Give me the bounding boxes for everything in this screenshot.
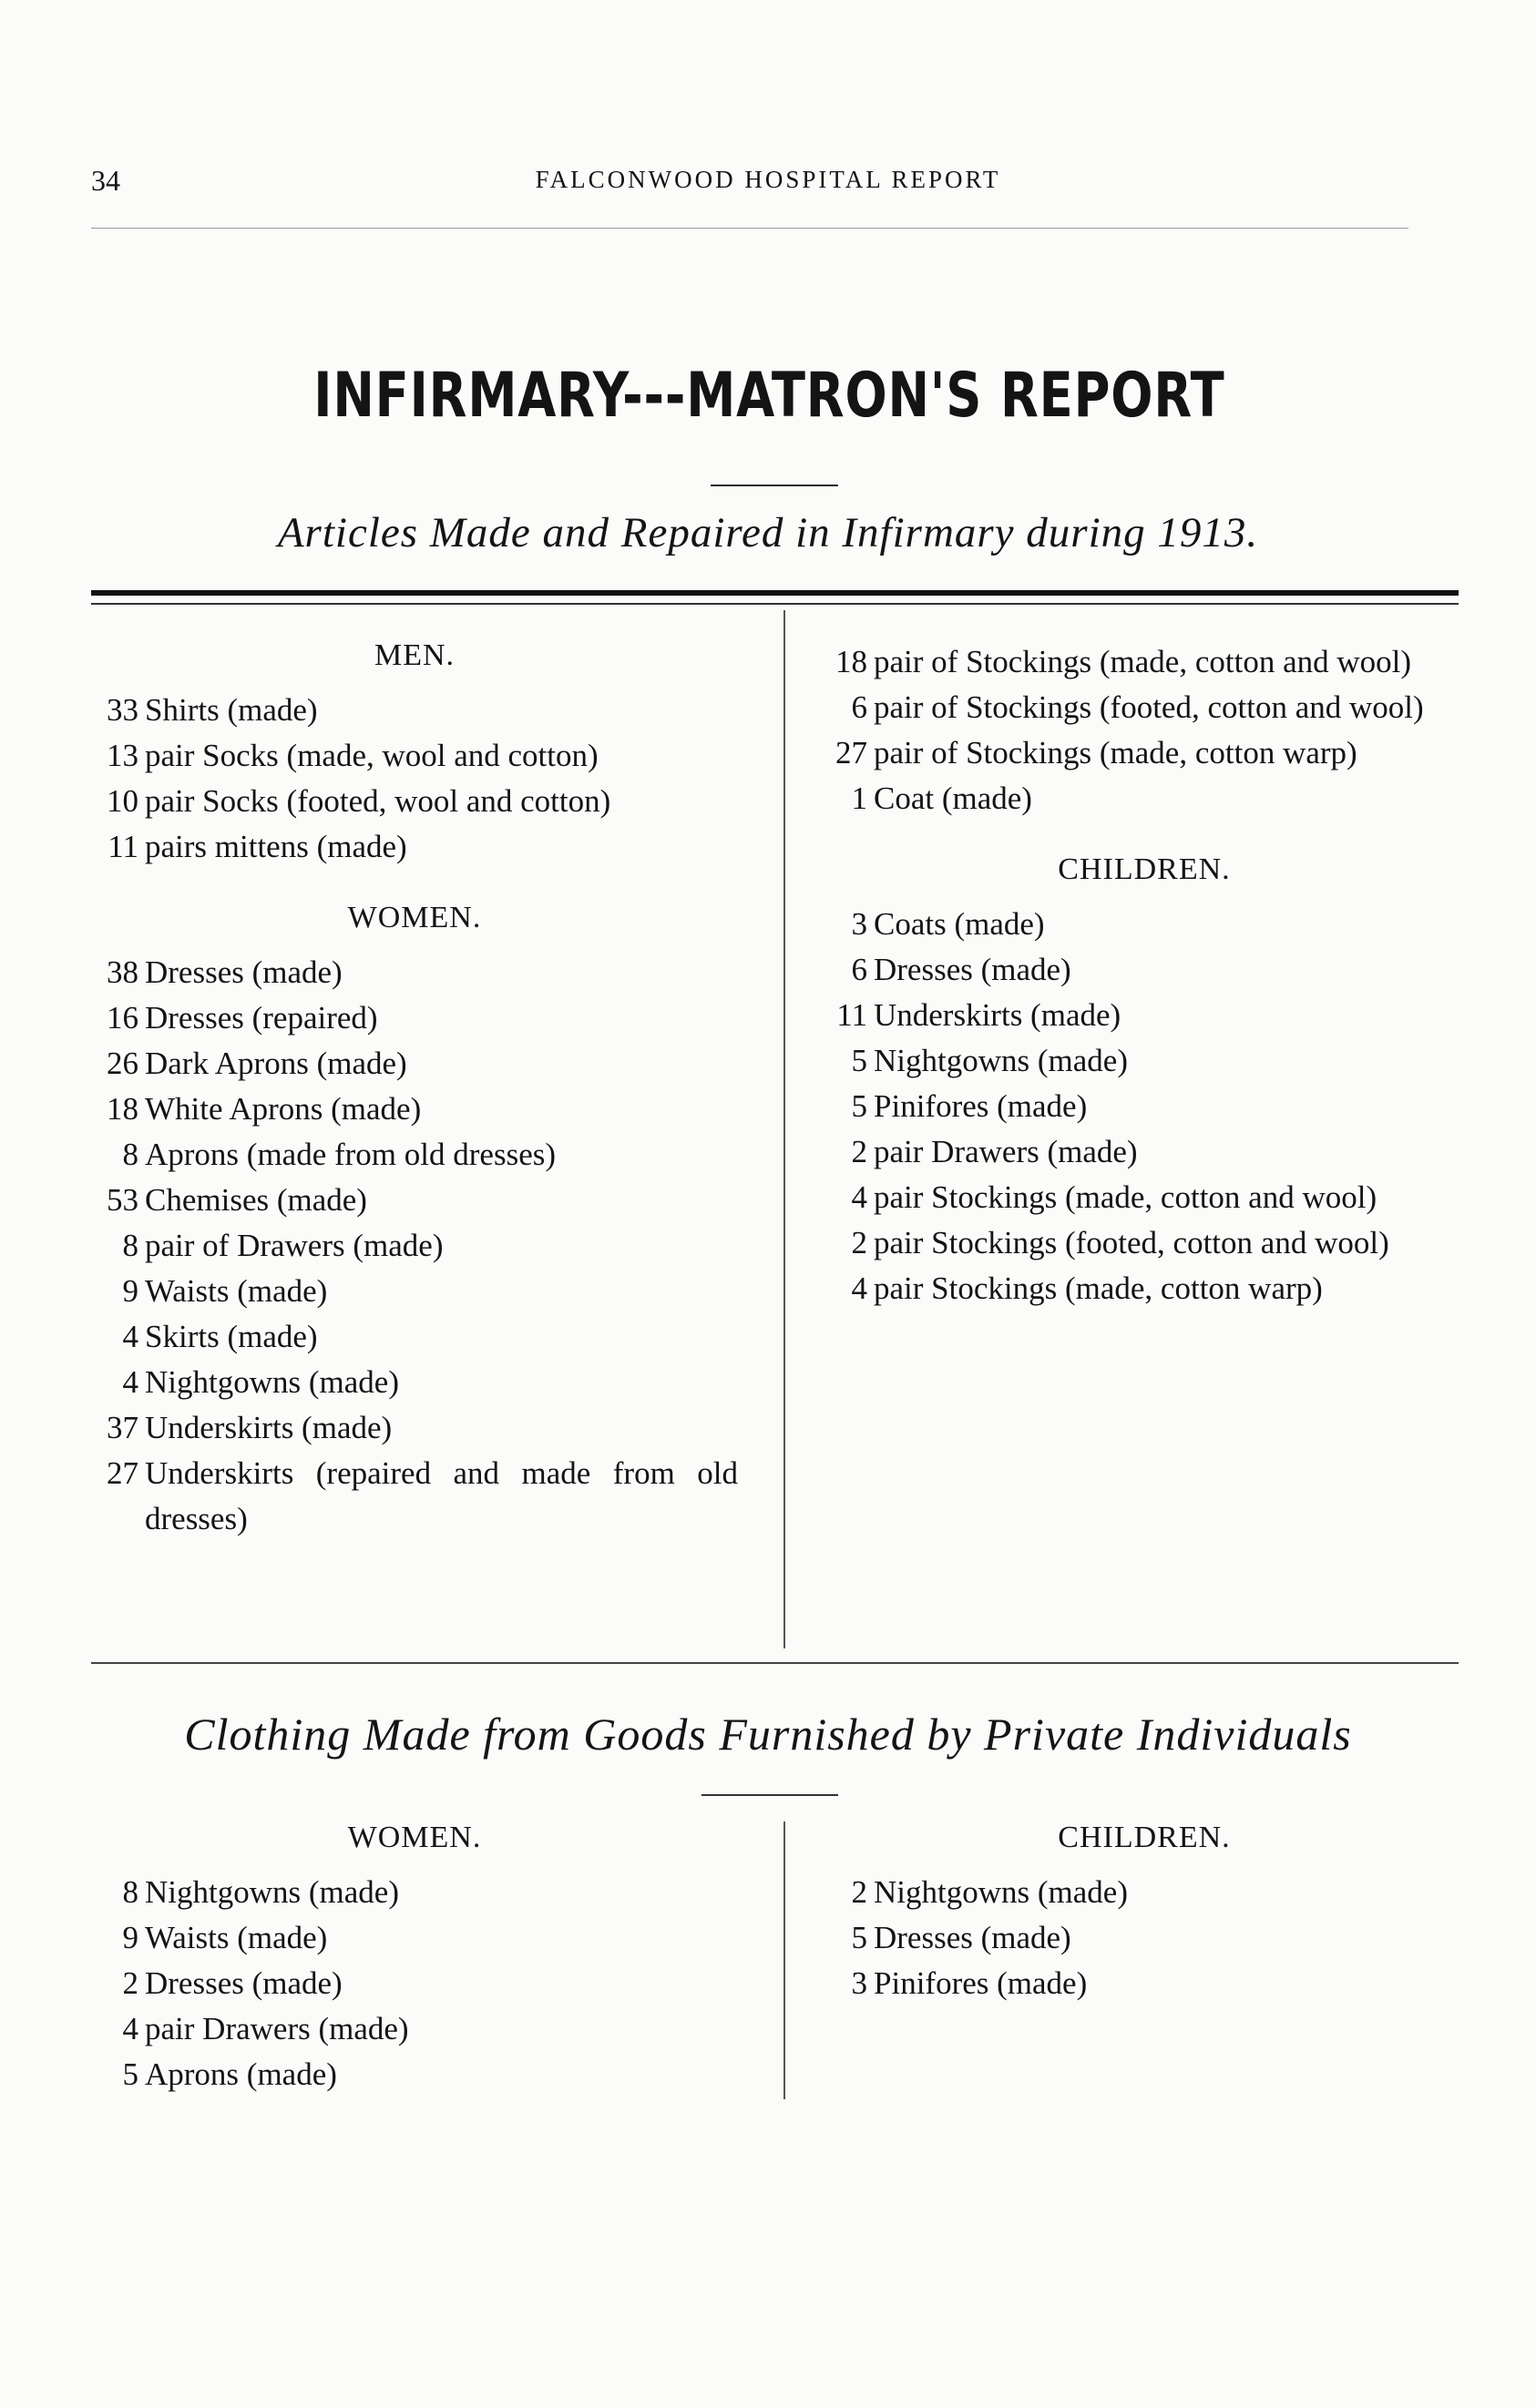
item-qty: 10 xyxy=(107,783,138,819)
list-item xyxy=(91,824,738,870)
item-qty: 4 xyxy=(122,1319,138,1354)
item-text: Waists (made) xyxy=(145,1273,328,1309)
title-rule xyxy=(711,485,838,486)
item-text: pair of Stockings (footed, cotton and wool) xyxy=(874,689,1424,725)
item-text: pair Stockings (made, cotton warp) xyxy=(874,1270,1323,1306)
list-item xyxy=(91,2052,738,2097)
item-qty: 2 xyxy=(851,1134,867,1169)
list-item xyxy=(820,947,1469,993)
item-qty: 8 xyxy=(122,1228,138,1263)
list-item xyxy=(820,776,1469,821)
item-qty: 26 xyxy=(107,1046,138,1081)
item-qty: 33 xyxy=(107,692,138,728)
item-text: pairs mittens (made) xyxy=(145,829,407,864)
list-item xyxy=(820,1915,1469,1961)
list-item xyxy=(91,995,738,1041)
list-item xyxy=(91,1314,738,1360)
list-item xyxy=(820,685,1469,730)
item-qty: 2 xyxy=(851,1225,867,1260)
item-qty: 1 xyxy=(851,781,867,816)
section1-left-column xyxy=(91,633,738,1542)
item-text: pair Socks (made, wool and cotton) xyxy=(145,738,599,773)
item-text: Dresses (made) xyxy=(145,1965,343,2001)
item-text: Dresses (made) xyxy=(874,1920,1071,1955)
item-text: Shirts (made) xyxy=(145,692,318,728)
item-text: Nightgowns (made) xyxy=(874,1043,1128,1078)
item-qty: 16 xyxy=(107,1000,138,1036)
list-item xyxy=(91,1087,738,1132)
item-text: pair of Stockings (made, cotton and wool) xyxy=(874,644,1412,679)
item-qty: 2 xyxy=(122,1965,138,2001)
item-text: Dresses (made) xyxy=(145,954,343,990)
list-item xyxy=(91,1870,738,1915)
list-item xyxy=(820,902,1469,947)
item-text: Nightgowns (made) xyxy=(874,1874,1128,1910)
item-qty: 4 xyxy=(851,1270,867,1306)
item-text: Waists (made) xyxy=(145,1920,328,1955)
item-text: Coats (made) xyxy=(874,906,1045,942)
list-item xyxy=(820,1266,1469,1311)
item-qty: 5 xyxy=(851,1920,867,1955)
item-text: Nightgowns (made) xyxy=(145,1364,399,1400)
list-item xyxy=(91,950,738,995)
column-divider xyxy=(783,610,785,1648)
item-qty: 9 xyxy=(122,1920,138,1955)
list-item xyxy=(91,1405,738,1451)
section-thin-rule xyxy=(91,603,1459,605)
item-qty: 27 xyxy=(835,735,867,770)
list-item xyxy=(820,993,1469,1038)
item-text: White Aprons (made) xyxy=(145,1091,422,1127)
section2-subtitle: Clothing Made from Goods Furnished by Private Individuals xyxy=(184,1709,1352,1760)
header-rule xyxy=(91,228,1408,229)
page-title: INFIRMARY---MATRON'S REPORT xyxy=(313,360,1225,432)
list-item xyxy=(91,1041,738,1087)
item-text: Chemises (made) xyxy=(145,1182,367,1218)
list-item xyxy=(820,730,1469,776)
item-text: Underskirts (made) xyxy=(145,1410,393,1445)
item-qty: 9 xyxy=(122,1273,138,1309)
item-qty: 11 xyxy=(836,997,867,1033)
item-qty: 6 xyxy=(851,689,867,725)
item-qty: 8 xyxy=(122,1874,138,1910)
running-head xyxy=(91,164,1445,200)
column-divider xyxy=(783,1821,785,2099)
item-qty: 18 xyxy=(107,1091,138,1127)
item-text: Pinifores (made) xyxy=(874,1088,1088,1124)
item-text: Aprons (made) xyxy=(145,2056,337,2092)
list-item xyxy=(820,1220,1469,1266)
list-item xyxy=(820,639,1469,685)
item-qty: 38 xyxy=(107,954,138,990)
list-item xyxy=(91,1269,738,1314)
item-qty: 5 xyxy=(851,1043,867,1078)
list-item xyxy=(820,1084,1469,1129)
women-heading: WOMEN. xyxy=(347,1821,482,1854)
item-qty: 2 xyxy=(851,1874,867,1910)
list-item xyxy=(820,1129,1469,1175)
item-qty: 11 xyxy=(108,829,138,864)
item-qty: 5 xyxy=(851,1088,867,1124)
item-qty: 3 xyxy=(851,906,867,942)
children-heading: CHILDREN. xyxy=(1058,852,1231,886)
list-item xyxy=(91,1915,738,1961)
men-heading: MEN. xyxy=(374,638,456,672)
item-text: Underskirts (repaired and made from old dresses) xyxy=(145,1455,738,1536)
running-title: FALCONWOOD HOSPITAL REPORT xyxy=(535,166,1001,193)
list-item xyxy=(820,1038,1469,1084)
item-text: pair Stockings (footed, cotton and wool) xyxy=(874,1225,1389,1260)
list-item xyxy=(91,779,738,824)
item-qty: 37 xyxy=(107,1410,138,1445)
item-text: pair Stockings (made, cotton and wool) xyxy=(874,1179,1377,1215)
list-item xyxy=(91,1451,738,1542)
item-text: Nightgowns (made) xyxy=(145,1874,399,1910)
page-number: 34 xyxy=(91,164,120,197)
children-heading: CHILDREN. xyxy=(1058,1821,1231,1854)
women-heading: WOMEN. xyxy=(347,901,482,934)
list-item xyxy=(91,2006,738,2052)
list-item xyxy=(820,1961,1469,2006)
item-text: pair Socks (footed, wool and cotton) xyxy=(145,783,611,819)
item-qty: 4 xyxy=(122,2011,138,2046)
item-text: pair Drawers (made) xyxy=(874,1134,1138,1169)
item-text: Dresses (repaired) xyxy=(145,1000,378,1036)
list-item xyxy=(91,1961,738,2006)
section2-right-column xyxy=(820,1815,1469,2006)
section-subtitle: Articles Made and Repaired in Infirmary during 1913. xyxy=(277,509,1259,556)
list-item xyxy=(820,1870,1469,1915)
section2-left-column xyxy=(91,1815,738,2097)
item-qty: 6 xyxy=(851,952,867,987)
item-qty: 3 xyxy=(851,1965,867,2001)
list-item xyxy=(91,1223,738,1269)
item-qty: 4 xyxy=(122,1364,138,1400)
item-text: Dresses (made) xyxy=(874,952,1071,987)
section2-title-rule xyxy=(701,1794,838,1796)
item-qty: 5 xyxy=(122,2056,138,2092)
item-qty: 53 xyxy=(107,1182,138,1218)
item-text: Aprons (made from old dresses) xyxy=(145,1137,557,1172)
item-text: Coat (made) xyxy=(874,781,1032,816)
item-text: pair of Drawers (made) xyxy=(145,1228,444,1263)
item-qty: 13 xyxy=(107,738,138,773)
item-text: pair of Stockings (made, cotton warp) xyxy=(874,735,1357,770)
item-text: Skirts (made) xyxy=(145,1319,318,1354)
item-qty: 4 xyxy=(851,1179,867,1215)
item-text: Underskirts (made) xyxy=(874,997,1121,1033)
list-item xyxy=(91,1178,738,1223)
list-item xyxy=(91,688,738,733)
item-qty: 27 xyxy=(107,1455,138,1491)
item-qty: 8 xyxy=(122,1137,138,1172)
item-text: pair Drawers (made) xyxy=(145,2011,409,2046)
section-thick-rule xyxy=(91,590,1459,596)
list-item xyxy=(91,733,738,779)
list-item xyxy=(820,1175,1469,1220)
item-qty: 18 xyxy=(835,644,867,679)
item-text: Dark Aprons (made) xyxy=(145,1046,407,1081)
list-item xyxy=(91,1132,738,1178)
list-item xyxy=(91,1360,738,1405)
item-text: Pinifores (made) xyxy=(874,1965,1088,2001)
section1-right-column xyxy=(820,639,1469,1311)
section-divider-rule xyxy=(91,1662,1459,1664)
